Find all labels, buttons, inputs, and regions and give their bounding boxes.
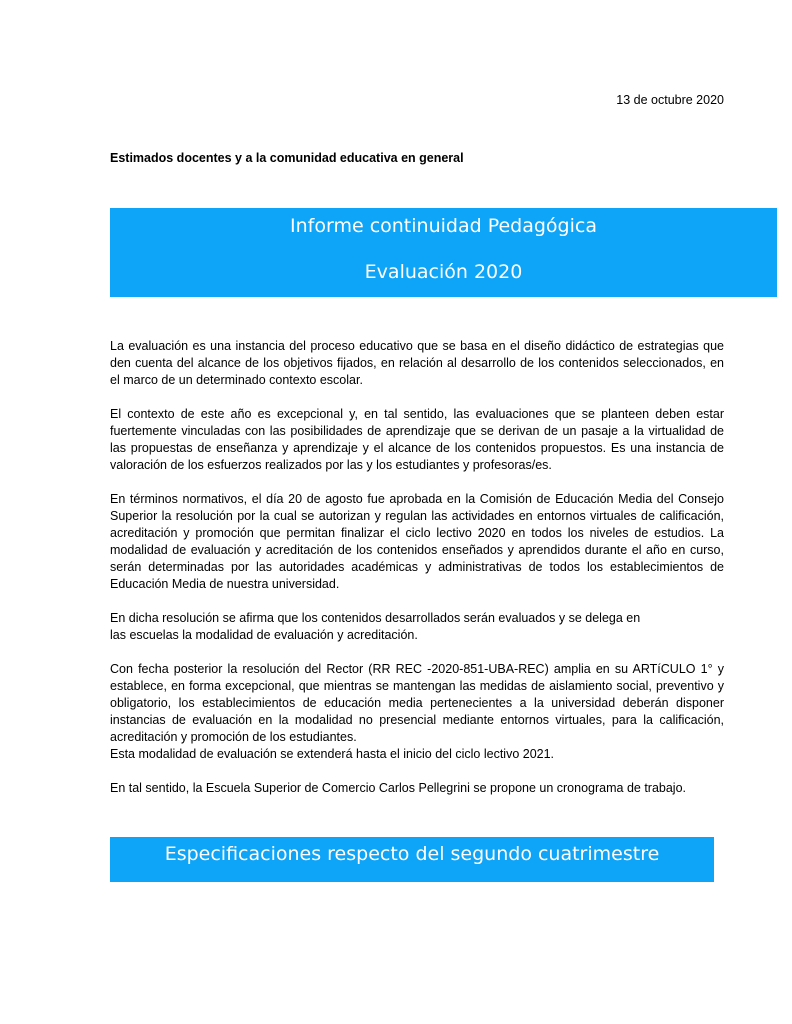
banner-subtitle: Evaluación 2020 <box>364 261 523 283</box>
paragraph-resolution <box>110 610 724 644</box>
section-banner <box>110 837 714 882</box>
salutation: Estimados docentes y a la comunidad educativa en general <box>110 151 464 165</box>
paragraph-rector-resolution <box>110 661 724 763</box>
paragraph-schedule: En tal sentido, la Escuela Superior de Comercio Carlos Pellegrini se propone un cronograma de trabajo. <box>110 781 687 795</box>
title-banner <box>110 208 777 297</box>
paragraph-resolution-line-1: En dicha resolución se afirma que los contenidos desarrollados serán evaluados y se delega en <box>110 611 641 625</box>
banner-title: Informe continuidad Pedagógica <box>290 215 597 237</box>
paragraph-resolution-line-2: las escuelas la modalidad de evaluación y acreditación. <box>110 628 418 642</box>
paragraph-context: El contexto de este año es excepcional y, en tal sentido, las evaluaciones que se planteen deben estar fuertemente vinculadas con las posibilidades de aprendizaje que se derivan de un pasaje a la virtualidad de las propuestas de enseñanza y aprendizaje y el alcance de los contenidos propuestos. Es una instancia de valoración de los esfuerzos realizados por las y los estudiantes y profesoras/es. <box>110 407 724 472</box>
document-body <box>110 338 724 814</box>
paragraph-rector-resolution-body: Con fecha posterior la resolución del Rector (RR REC -2020-851-UBA-REC) amplia en su ARTíCULO 1° y establece, en forma excepcional, que mientras se mantengan las medidas de aislamiento social, preventivo y obligatorio, los establecimientos de educación media pertenecientes a la universidad deberán disponer instancias de evaluación en la modalidad no presencial mediante entornos virtuales, para la calificación, acreditación y promoción de los estudiantes. <box>110 662 724 744</box>
section-banner-title: Especificaciones respecto del segundo cuatrimestre <box>164 843 660 865</box>
paragraph-rector-resolution-tail: Esta modalidad de evaluación se extenderá hasta el inicio del ciclo lectivo 2021. <box>110 747 555 761</box>
document-date: 13 de octubre 2020 <box>616 93 724 107</box>
paragraph-regulations: En términos normativos, el día 20 de agosto fue aprobada en la Comisión de Educación Media del Consejo Superior la resolución por la cual se autorizan y regulan las actividades en entornos virtuales de calificación, acreditación y promoción que permitan finalizar el ciclo lectivo 2020 en todos los niveles de estudios. La modalidad de evaluación y acreditación de los contenidos enseñados y aprendidos durante el año en curso, serán determinadas por las autoridades académicas y administrativas de todos los establecimientos de Educación Media de nuestra universidad. <box>110 492 724 591</box>
paragraph-evaluation-definition: La evaluación es una instancia del proceso educativo que se basa en el diseño didáctico de estrategias que den cuenta del alcance de los objetivos fijados, en relación al desarrollo de los contenidos seleccionados, en el marco de un determinado contexto escolar. <box>110 339 724 387</box>
